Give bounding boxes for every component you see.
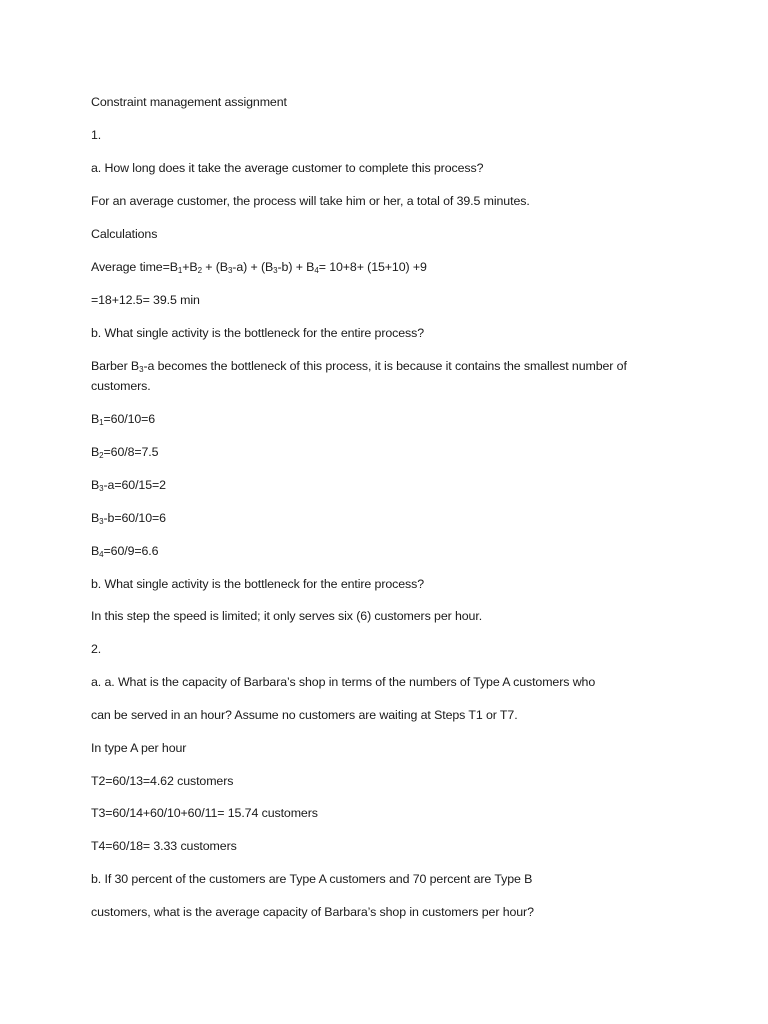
question-1b-repeat-text: b. What single activity is the bottleneck for the entire process?: [91, 577, 425, 591]
rate-b3a: $B_3-a=60/15=2$: [91, 478, 166, 493]
calculations-heading: Calculations: [91, 227, 158, 241]
average-time-formula: Average $time=B_1+B_2 + (B_3-a) + (B_3-b) + B_4= 10+8+ (15+10) +9$: [91, 260, 427, 275]
capacity-t4: T4=60/18= 3.33 customers: [91, 839, 237, 853]
rate-b4: $B_4=60/9=6.6$: [91, 544, 159, 559]
question-1-number: 1.: [91, 128, 102, 142]
document-title: Constraint management assignment: [91, 95, 287, 109]
type-a-heading: In type A per hour: [91, 741, 187, 755]
answer-1b-second-text: In this step the speed is limited; it only serves six (6) customers per hour.: [91, 609, 483, 623]
capacity-t2: T2=60/13=4.62 customers: [91, 774, 234, 788]
question-2b-line2: customers, what is the average capacity of Barbara’s shop in customers per hour?: [91, 905, 534, 919]
average-time-result: =18+12.5= 39.5 min: [91, 293, 200, 307]
rate-b1: $B_1=60/10=6$: [91, 412, 156, 427]
question-2a-line1: a. a. What is the capacity of Barbara’s shop in terms of the numbers of Type A customers who: [91, 675, 596, 689]
question-2a-line2: can be served in an hour? Assume no customers are waiting at Steps T1 or T7.: [91, 708, 518, 722]
rate-b2: $B_2=60/8=7.5$: [91, 445, 159, 460]
rate-b3b: $B_3-b=60/10=6$: [91, 511, 166, 526]
capacity-t3: T3=60/14+60/10+60/11= 15.74 customers: [91, 806, 318, 820]
question-2b-line1: b. If 30 percent of the customers are Type A customers and 70 percent are Type B: [91, 872, 533, 886]
question-1a-text: a. How long does it take the average customer to complete this process?: [91, 161, 484, 175]
question-2-number: 2.: [91, 642, 102, 656]
answer-1a-text: For an average customer, the process will take him or her, a total of 39.5 minutes.: [91, 194, 530, 208]
question-1b-text: b. What single activity is the bottleneck for the entire process?: [91, 326, 425, 340]
answer-1b-text: Barber $B_3-a$ becomes the bottleneck of this process, it is because it contains the smallest number of customers.: [91, 359, 627, 393]
